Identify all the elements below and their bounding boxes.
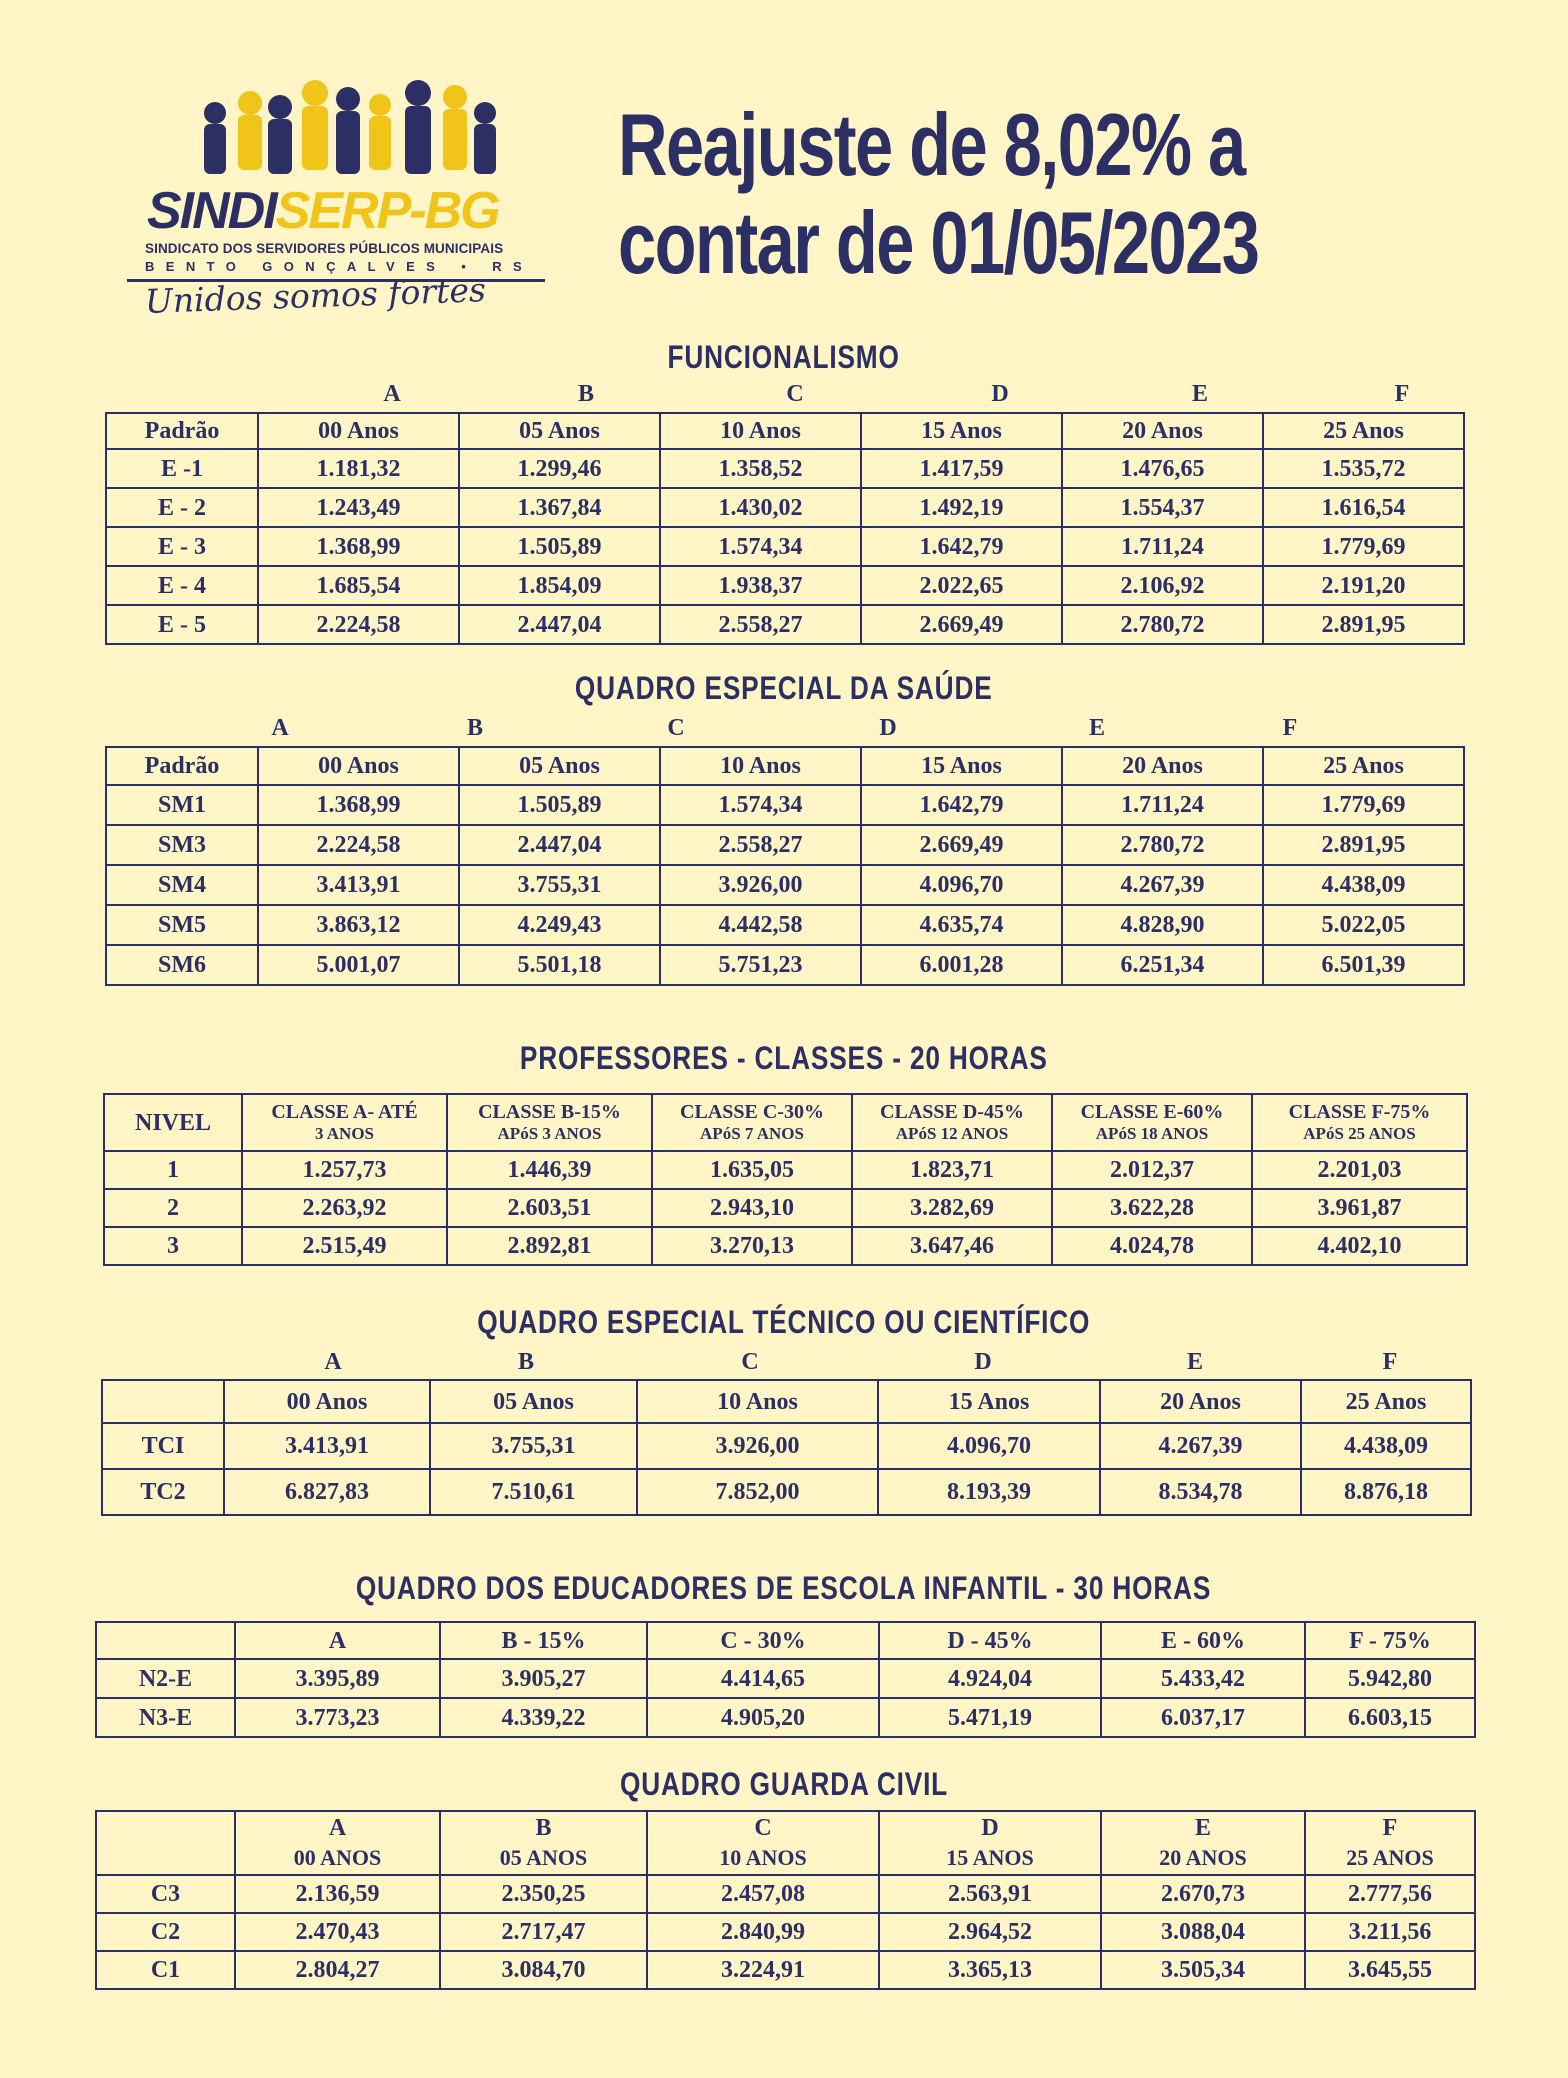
letter-b: B (577, 381, 595, 407)
table-row (96, 1951, 1475, 1989)
table-row (106, 527, 1464, 566)
value-cell: 3.505,34 (1101, 1951, 1305, 1989)
value-cell: 6.037,17 (1101, 1698, 1305, 1737)
table-funcionalismo (105, 412, 1465, 645)
value-cell: 2.964,52 (879, 1913, 1101, 1951)
value-cell: 1.243,49 (258, 488, 459, 527)
section-title-saude: QUADRO ESPECIAL DA SAÚDE (575, 670, 993, 706)
value-cell: 3.211,56 (1305, 1913, 1475, 1951)
header-main: CLASSE C-30% (680, 1100, 824, 1123)
table-guarda (95, 1810, 1476, 1990)
header-cell: 25 Anos (1263, 747, 1464, 785)
letter-f: F (1382, 1349, 1398, 1375)
value-cell: 1.854,09 (459, 566, 660, 605)
header-cell: 05 Anos (459, 747, 660, 785)
union-logo (125, 75, 555, 325)
value-cell: 4.442,58 (660, 905, 861, 945)
value-cell: 7.510,61 (430, 1469, 637, 1515)
logo-slogan: Unidos somos fortes (144, 270, 487, 321)
header-letter: C (754, 1815, 772, 1841)
header-cell (242, 1094, 447, 1151)
table-header-row (106, 747, 1464, 785)
value-cell: 2.670,73 (1101, 1875, 1305, 1913)
header-cell (852, 1094, 1052, 1151)
letter-a: A (324, 1349, 342, 1375)
value-cell: 1.417,59 (861, 449, 1062, 488)
value-cell: 2.022,65 (861, 566, 1062, 605)
letter-f: F (1394, 381, 1410, 407)
table-row (104, 1189, 1467, 1227)
header-years: 15 ANOS (946, 1845, 1034, 1870)
value-cell: 2.012,37 (1052, 1151, 1252, 1189)
title-line-1: Reajuste de 8,02% a (618, 95, 1245, 194)
value-cell: 2.457,08 (647, 1875, 879, 1913)
row-label-cell: 1 (104, 1151, 242, 1189)
header-cell: A (235, 1622, 440, 1659)
value-cell: 4.414,65 (647, 1659, 879, 1698)
header-cell (96, 1811, 235, 1875)
header-sub: APóS 12 ANOS (895, 1123, 1009, 1143)
value-cell: 3.084,70 (440, 1951, 647, 1989)
value-cell: 6.603,15 (1305, 1698, 1475, 1737)
letter-e: E (1088, 715, 1106, 741)
value-cell: 4.402,10 (1252, 1227, 1467, 1265)
header-cell: 25 Anos (1301, 1380, 1471, 1423)
letter-c: C (667, 715, 685, 741)
section-title-educadores: QUADRO DOS EDUCADORES DE ESCOLA INFANTIL - 30 HORAS (356, 1570, 1212, 1606)
header-cell: 00 Anos (258, 413, 459, 449)
header-sub: APóS 3 ANOS (497, 1123, 602, 1143)
value-cell: 2.136,59 (235, 1875, 440, 1913)
table-row (96, 1913, 1475, 1951)
value-cell: 2.777,56 (1305, 1875, 1475, 1913)
table-header-row (96, 1622, 1475, 1659)
value-cell: 6.501,39 (1263, 945, 1464, 985)
letter-a: A (383, 381, 401, 407)
value-cell: 5.471,19 (879, 1698, 1101, 1737)
value-cell: 5.022,05 (1263, 905, 1464, 945)
row-label-cell: E -1 (106, 449, 258, 488)
value-cell: 2.106,92 (1062, 566, 1263, 605)
table-row (96, 1875, 1475, 1913)
header-cell: 05 Anos (430, 1380, 637, 1423)
value-cell: 1.446,39 (447, 1151, 652, 1189)
value-cell: 3.755,31 (430, 1423, 637, 1469)
value-cell: 1.505,89 (459, 785, 660, 825)
row-label-cell: C1 (96, 1951, 235, 1989)
value-cell: 1.368,99 (258, 785, 459, 825)
value-cell: 1.476,65 (1062, 449, 1263, 488)
table-saude (105, 746, 1465, 986)
value-cell: 5.501,18 (459, 945, 660, 985)
row-label-cell: N2-E (96, 1659, 235, 1698)
row-label-cell: SM1 (106, 785, 258, 825)
value-cell: 6.251,34 (1062, 945, 1263, 985)
value-cell: 8.534,78 (1100, 1469, 1301, 1515)
value-cell: 1.430,02 (660, 488, 861, 527)
value-cell: 2.563,91 (879, 1875, 1101, 1913)
value-cell: 2.447,04 (459, 605, 660, 644)
value-cell: 2.717,47 (440, 1913, 647, 1951)
header-cell: B - 15% (440, 1622, 647, 1659)
value-cell: 3.647,46 (852, 1227, 1052, 1265)
value-cell: 4.924,04 (879, 1659, 1101, 1698)
row-label-cell: SM4 (106, 865, 258, 905)
value-cell: 1.616,54 (1263, 488, 1464, 527)
value-cell: 3.755,31 (459, 865, 660, 905)
value-cell: 4.828,90 (1062, 905, 1263, 945)
value-cell: 4.249,43 (459, 905, 660, 945)
row-label-cell: E - 2 (106, 488, 258, 527)
value-cell: 6.827,83 (224, 1469, 430, 1515)
row-label-cell: 3 (104, 1227, 242, 1265)
header-cell: 00 Anos (224, 1380, 430, 1423)
header-cell: D - 45% (879, 1622, 1101, 1659)
table-header-row (106, 413, 1464, 449)
section-title-tecnico: QUADRO ESPECIAL TÉCNICO OU CIENTÍFICO (477, 1304, 1091, 1340)
value-cell: 1.823,71 (852, 1151, 1052, 1189)
table-row (106, 825, 1464, 865)
table-professores (103, 1093, 1468, 1266)
header-years: 00 ANOS (293, 1845, 382, 1870)
table-row (106, 865, 1464, 905)
value-cell: 1.711,24 (1062, 785, 1263, 825)
value-cell: 5.433,42 (1101, 1659, 1305, 1698)
value-cell: 2.891,95 (1263, 825, 1464, 865)
value-cell: 2.191,20 (1263, 566, 1464, 605)
header-letter: F (1382, 1815, 1398, 1841)
header-main: CLASSE F-75% (1288, 1100, 1431, 1123)
row-label-cell: C3 (96, 1875, 235, 1913)
header-main: CLASSE B-15% (478, 1100, 621, 1123)
section-title-guarda: QUADRO GUARDA CIVIL (619, 1766, 949, 1802)
value-cell: 4.438,09 (1301, 1423, 1471, 1469)
header-sub: APóS 18 ANOS (1095, 1123, 1209, 1143)
logo-brand-part2: SERP-BG (275, 182, 499, 240)
row-label-cell: C2 (96, 1913, 235, 1951)
value-cell: 2.892,81 (447, 1227, 652, 1265)
value-cell: 1.299,46 (459, 449, 660, 488)
letter-c: C (786, 381, 804, 407)
value-cell: 2.470,43 (235, 1913, 440, 1951)
value-cell: 3.224,91 (647, 1951, 879, 1989)
letter-e: E (1186, 1349, 1204, 1375)
value-cell: 1.642,79 (861, 527, 1062, 566)
header-cell: 15 Anos (861, 747, 1062, 785)
header-cell (96, 1622, 235, 1659)
header-years: 20 ANOS (1159, 1845, 1247, 1870)
value-cell: 1.685,54 (258, 566, 459, 605)
header-cell: 25 Anos (1263, 413, 1464, 449)
header-cell: 10 Anos (660, 747, 861, 785)
header-cell: 00 Anos (258, 747, 459, 785)
row-label-cell: SM3 (106, 825, 258, 865)
value-cell: 2.558,27 (660, 605, 861, 644)
header-cell (102, 1380, 224, 1423)
value-cell: 1.779,69 (1263, 527, 1464, 566)
header-cell (1101, 1811, 1305, 1875)
header-main: CLASSE A- ATÉ (271, 1100, 418, 1123)
value-cell: 1.938,37 (660, 566, 861, 605)
header-letter: E (1194, 1815, 1211, 1841)
header-sub: APóS 25 ANOS (1303, 1123, 1416, 1143)
value-cell: 1.574,34 (660, 785, 861, 825)
value-cell: 4.438,09 (1263, 865, 1464, 905)
value-cell: 2.780,72 (1062, 605, 1263, 644)
value-cell: 1.358,52 (660, 449, 861, 488)
table-row (102, 1423, 1471, 1469)
value-cell: 4.024,78 (1052, 1227, 1252, 1265)
value-cell: 6.001,28 (861, 945, 1062, 985)
letter-e: E (1191, 381, 1209, 407)
page-title (618, 96, 1258, 292)
value-cell: 3.773,23 (235, 1698, 440, 1737)
value-cell: 3.395,89 (235, 1659, 440, 1698)
value-cell: 2.840,99 (647, 1913, 879, 1951)
table-row (106, 785, 1464, 825)
value-cell: 4.267,39 (1100, 1423, 1301, 1469)
value-cell: 2.263,92 (242, 1189, 447, 1227)
header-cell (1252, 1094, 1467, 1151)
value-cell: 3.088,04 (1101, 1913, 1305, 1951)
header-main: CLASSE D-45% (880, 1100, 1024, 1123)
value-cell: 1.642,79 (861, 785, 1062, 825)
logo-brand (147, 183, 499, 239)
row-label-cell: E - 3 (106, 527, 258, 566)
value-cell: 2.350,25 (440, 1875, 647, 1913)
row-label-cell: SM5 (106, 905, 258, 945)
table-row (96, 1698, 1475, 1737)
value-cell: 7.852,00 (637, 1469, 878, 1515)
row-label-cell: TC2 (102, 1469, 224, 1515)
value-cell: 3.863,12 (258, 905, 459, 945)
letter-a: A (271, 715, 289, 741)
value-cell: 3.926,00 (637, 1423, 878, 1469)
value-cell: 2.669,49 (861, 605, 1062, 644)
header-cell (652, 1094, 852, 1151)
value-cell: 5.942,80 (1305, 1659, 1475, 1698)
title-line-2: contar de 01/05/2023 (618, 193, 1259, 292)
letter-f: F (1282, 715, 1298, 741)
value-cell: 2.891,95 (1263, 605, 1464, 644)
header-sub: 3 ANOS (314, 1123, 375, 1143)
header-cell: 20 Anos (1062, 747, 1263, 785)
row-label-cell: E - 5 (106, 605, 258, 644)
value-cell: 2.201,03 (1252, 1151, 1467, 1189)
header-cell: 10 Anos (660, 413, 861, 449)
header-cell: NIVEL (104, 1094, 242, 1151)
value-cell: 4.267,39 (1062, 865, 1263, 905)
section-title-professores: PROFESSORES - CLASSES - 20 HORAS (520, 1040, 1048, 1076)
value-cell: 5.751,23 (660, 945, 861, 985)
letter-d: D (879, 715, 897, 741)
table-row (106, 488, 1464, 527)
row-label-cell: TCI (102, 1423, 224, 1469)
row-label-cell: N3-E (96, 1698, 235, 1737)
table-row (106, 905, 1464, 945)
header-cell (1305, 1811, 1475, 1875)
table-row (106, 449, 1464, 488)
value-cell: 2.447,04 (459, 825, 660, 865)
value-cell: 2.558,27 (660, 825, 861, 865)
value-cell: 1.635,05 (652, 1151, 852, 1189)
people-illustration-icon (180, 75, 510, 185)
row-label-cell: E - 4 (106, 566, 258, 605)
header-letter: A (328, 1815, 347, 1841)
letter-c: C (741, 1349, 759, 1375)
header-cell: 20 Anos (1062, 413, 1263, 449)
table-row (102, 1469, 1471, 1515)
letter-b: B (517, 1349, 535, 1375)
value-cell: 1.257,73 (242, 1151, 447, 1189)
header-main: CLASSE E-60% (1080, 1100, 1224, 1123)
section-title-funcionalismo: FUNCIONALISMO (667, 339, 901, 375)
row-label-cell: 2 (104, 1189, 242, 1227)
header-years: 05 ANOS (499, 1845, 588, 1870)
value-cell: 3.645,55 (1305, 1951, 1475, 1989)
value-cell: 3.622,28 (1052, 1189, 1252, 1227)
header-cell: F - 75% (1305, 1622, 1475, 1659)
table-header-row (102, 1380, 1471, 1423)
header-cell: C - 30% (647, 1622, 879, 1659)
header-cell: 15 Anos (878, 1380, 1100, 1423)
value-cell: 2.224,58 (258, 605, 459, 644)
header-cell: 10 Anos (637, 1380, 878, 1423)
header-cell: 15 Anos (861, 413, 1062, 449)
table-row (106, 945, 1464, 985)
letter-b: B (466, 715, 484, 741)
logo-subtitle: SINDICATO DOS SERVIDORES PÚBLICOS MUNICIPAIS (145, 241, 504, 256)
header-cell (647, 1811, 879, 1875)
value-cell: 1.181,32 (258, 449, 459, 488)
table-header-row (104, 1094, 1467, 1151)
header-cell: E - 60% (1101, 1622, 1305, 1659)
header-letter: D (981, 1815, 999, 1841)
header-cell (1052, 1094, 1252, 1151)
value-cell: 4.096,70 (861, 865, 1062, 905)
value-cell: 8.876,18 (1301, 1469, 1471, 1515)
table-row (104, 1227, 1467, 1265)
value-cell: 2.603,51 (447, 1189, 652, 1227)
value-cell: 3.413,91 (258, 865, 459, 905)
header-letter: B (535, 1815, 552, 1841)
table-tecnico (101, 1379, 1472, 1516)
value-cell: 3.905,27 (440, 1659, 647, 1698)
header-years: 25 ANOS (1346, 1845, 1434, 1870)
value-cell: 2.780,72 (1062, 825, 1263, 865)
table-header-row (96, 1811, 1475, 1875)
table-educadores (95, 1621, 1476, 1738)
header-cell: Padrão (106, 747, 258, 785)
table-row (106, 605, 1464, 644)
header-cell: 20 Anos (1100, 1380, 1301, 1423)
table-row (104, 1151, 1467, 1189)
header-cell (440, 1811, 647, 1875)
value-cell: 3.926,00 (660, 865, 861, 905)
value-cell: 1.505,89 (459, 527, 660, 566)
header-cell (235, 1811, 440, 1875)
header-cell (447, 1094, 652, 1151)
value-cell: 5.001,07 (258, 945, 459, 985)
value-cell: 4.635,74 (861, 905, 1062, 945)
value-cell: 4.905,20 (647, 1698, 879, 1737)
letter-d: D (974, 1349, 992, 1375)
value-cell: 1.711,24 (1062, 527, 1263, 566)
row-label-cell: SM6 (106, 945, 258, 985)
value-cell: 2.515,49 (242, 1227, 447, 1265)
value-cell: 3.282,69 (852, 1189, 1052, 1227)
value-cell: 3.365,13 (879, 1951, 1101, 1989)
header-cell (879, 1811, 1101, 1875)
value-cell: 3.413,91 (224, 1423, 430, 1469)
value-cell: 2.804,27 (235, 1951, 440, 1989)
value-cell: 4.096,70 (878, 1423, 1100, 1469)
header-cell: Padrão (106, 413, 258, 449)
value-cell: 1.492,19 (861, 488, 1062, 527)
logo-city: BENTO GONÇALVES • RS (145, 259, 534, 274)
value-cell: 1.535,72 (1263, 449, 1464, 488)
table-row (96, 1659, 1475, 1698)
value-cell: 2.669,49 (861, 825, 1062, 865)
value-cell: 1.779,69 (1263, 785, 1464, 825)
value-cell: 3.961,87 (1252, 1189, 1467, 1227)
value-cell: 1.574,34 (660, 527, 861, 566)
value-cell: 1.367,84 (459, 488, 660, 527)
table-row (106, 566, 1464, 605)
value-cell: 8.193,39 (878, 1469, 1100, 1515)
value-cell: 4.339,22 (440, 1698, 647, 1737)
value-cell: 1.554,37 (1062, 488, 1263, 527)
value-cell: 1.368,99 (258, 527, 459, 566)
value-cell: 2.943,10 (652, 1189, 852, 1227)
value-cell: 3.270,13 (652, 1227, 852, 1265)
letter-d: D (991, 381, 1009, 407)
logo-brand-part1: SINDI (147, 182, 276, 240)
value-cell: 2.224,58 (258, 825, 459, 865)
header-years: 10 ANOS (719, 1845, 807, 1870)
header-cell: 05 Anos (459, 413, 660, 449)
header-sub: APóS 7 ANOS (700, 1123, 804, 1143)
